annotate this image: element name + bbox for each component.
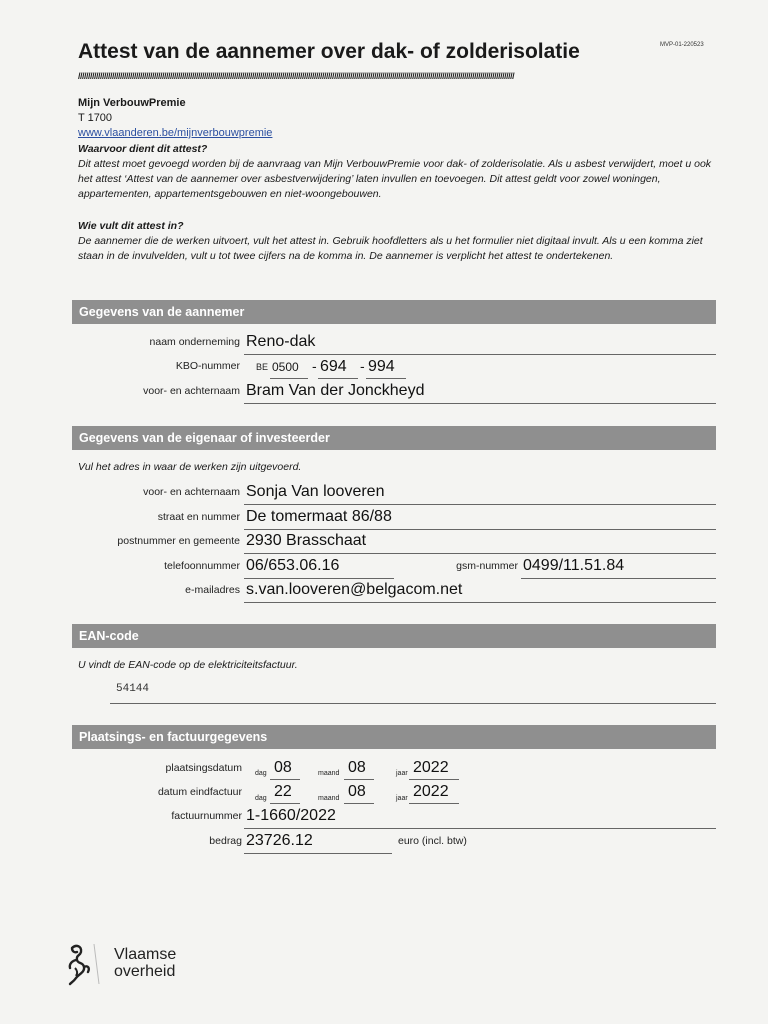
gsm-underline xyxy=(521,578,716,579)
ean-underline xyxy=(110,703,716,704)
company-name-underline xyxy=(244,354,716,355)
end-day-label: dag xyxy=(255,795,267,802)
company-name-value[interactable]: Reno-dak xyxy=(246,333,316,350)
placement-day-value[interactable]: 08 xyxy=(274,759,292,776)
company-name-label: naam onderneming xyxy=(149,336,240,348)
header-slash-rule: ////////////////////////////////////////////////////////////////////////////////////////////////////////////////////////////////////////////////////////////////////////////////////////////////////////////////////////// xyxy=(78,72,515,81)
street-label: straat en nummer xyxy=(157,511,240,523)
email-label: e-mailadres xyxy=(185,584,240,596)
section-heading-ean: EAN-code xyxy=(72,624,716,648)
kbo-dash-1: - xyxy=(312,358,317,374)
end-month-label: maand xyxy=(318,795,340,802)
street-value[interactable]: De tomermaat 86/88 xyxy=(246,508,392,525)
placement-year-underline xyxy=(409,779,459,780)
org-website-link[interactable]: www.vlaanderen.be/mijnverbouwpremie xyxy=(78,127,273,139)
kbo-dash-2: - xyxy=(360,358,365,374)
owner-address-note: Vul het adres in waar de werken zijn uitgevoerd. xyxy=(78,461,302,473)
contractor-name-value[interactable]: Bram Van der Jonckheyd xyxy=(246,382,425,399)
end-day-value[interactable]: 22 xyxy=(274,783,292,800)
contractor-name-label: voor- en achternaam xyxy=(143,385,240,397)
placement-month-value[interactable]: 08 xyxy=(348,759,366,776)
end-year-underline xyxy=(409,803,459,804)
intro-question-who: Wie vult dit attest in? xyxy=(78,220,184,232)
org-name: Mijn VerbouwPremie xyxy=(78,97,186,109)
end-day-underline xyxy=(270,803,300,804)
kbo-number-label: KBO-nummer xyxy=(175,360,240,372)
phone-value[interactable]: 06/653.06.16 xyxy=(246,557,340,574)
ean-value[interactable]: 54144 xyxy=(116,683,150,695)
logo-text-line-2: overheid xyxy=(114,963,176,980)
city-label: postnummer en gemeente xyxy=(117,535,240,547)
invoice-number-label: factuurnummer xyxy=(171,810,242,822)
placement-month-label: maand xyxy=(318,770,340,777)
end-month-underline xyxy=(344,803,374,804)
section-heading-contractor: Gegevens van de aannemer xyxy=(72,300,716,324)
kbo-prefix: BE xyxy=(256,362,269,372)
end-year-label: jaar xyxy=(396,795,408,802)
section-heading-invoice: Plaatsings- en factuurgegevens xyxy=(72,725,716,749)
flemish-lion-icon xyxy=(66,942,100,986)
gsm-value[interactable]: 0499/11.51.84 xyxy=(523,557,625,574)
phone-underline xyxy=(244,578,394,579)
intro-paragraph-purpose: Dit attest moet gevoegd worden bij de aanvraag van Mijn VerbouwPremie voor dak- of zolderisolatie. Als u asbest verwijdert, moet u ook het attest ‘Attest van de aannemer over asbestverwijdering’ laten invullen en toevoegen. Dit attest geldt voor zowel woningen, appartementen, appartementsgebouwen en niet-woongebouwen. xyxy=(78,158,712,200)
phone-label: telefoonnummer xyxy=(164,560,240,572)
section-heading-owner: Gegevens van de eigenaar of investeerder xyxy=(72,426,716,450)
owner-name-label: voor- en achternaam xyxy=(143,486,240,498)
invoice-number-underline xyxy=(244,828,716,829)
end-year-value[interactable]: 2022 xyxy=(413,783,449,800)
amount-unit: euro (incl. btw) xyxy=(398,835,467,847)
amount-value[interactable]: 23726.12 xyxy=(246,832,313,849)
kbo-part-3[interactable]: 994 xyxy=(368,358,395,375)
placement-year-value[interactable]: 2022 xyxy=(413,759,449,776)
placement-year-label: jaar xyxy=(396,770,408,777)
intro-question-purpose: Waarvoor dient dit attest? xyxy=(78,143,208,155)
kbo-part-2[interactable]: 694 xyxy=(320,358,347,375)
owner-name-value[interactable]: Sonja Van looveren xyxy=(246,483,385,500)
kbo-part-1[interactable]: 0500 xyxy=(272,360,299,374)
amount-underline xyxy=(244,853,392,854)
page-title: Attest van de aannemer over dak- of zolderisolatie xyxy=(78,40,580,63)
placement-day-label: dag xyxy=(255,770,267,777)
kbo-part-1-underline xyxy=(270,378,308,379)
owner-name-underline xyxy=(244,504,716,505)
street-underline xyxy=(244,529,716,530)
intro-paragraph-who: De aannemer die de werken uitvoert, vult het attest in. Gebruik hoofdletters als u het formulier niet digitaal invult. Als u een komma ziet staan in de invulvelden, vult u tot twee cijfers na de komma in. De aannemer is verplicht het attest te ondertekenen. xyxy=(78,235,703,262)
placement-month-underline xyxy=(344,779,374,780)
kbo-part-2-underline xyxy=(318,378,358,379)
placement-day-underline xyxy=(270,779,300,780)
placement-date-label: plaatsingsdatum xyxy=(165,762,242,774)
gsm-label: gsm-nummer xyxy=(456,560,518,572)
org-phone: T 1700 xyxy=(78,112,113,124)
logo-text-line-1: Vlaamse xyxy=(114,946,177,963)
amount-label: bedrag xyxy=(209,835,242,847)
ean-note: U vindt de EAN-code op de elektriciteitsfactuur. xyxy=(78,659,298,671)
contractor-name-underline xyxy=(244,403,716,404)
city-value[interactable]: 2930 Brasschaat xyxy=(246,532,367,549)
end-invoice-date-label: datum eindfactuur xyxy=(157,786,242,798)
email-value[interactable]: s.van.looveren@belgacom.net xyxy=(246,581,463,598)
end-month-value[interactable]: 08 xyxy=(348,783,366,800)
document-id: MVP-01-220523 xyxy=(660,42,704,48)
kbo-part-3-underline xyxy=(366,378,406,379)
email-underline xyxy=(244,602,716,603)
city-underline xyxy=(244,553,716,554)
invoice-number-value[interactable]: 1-1660/2022 xyxy=(246,807,336,824)
